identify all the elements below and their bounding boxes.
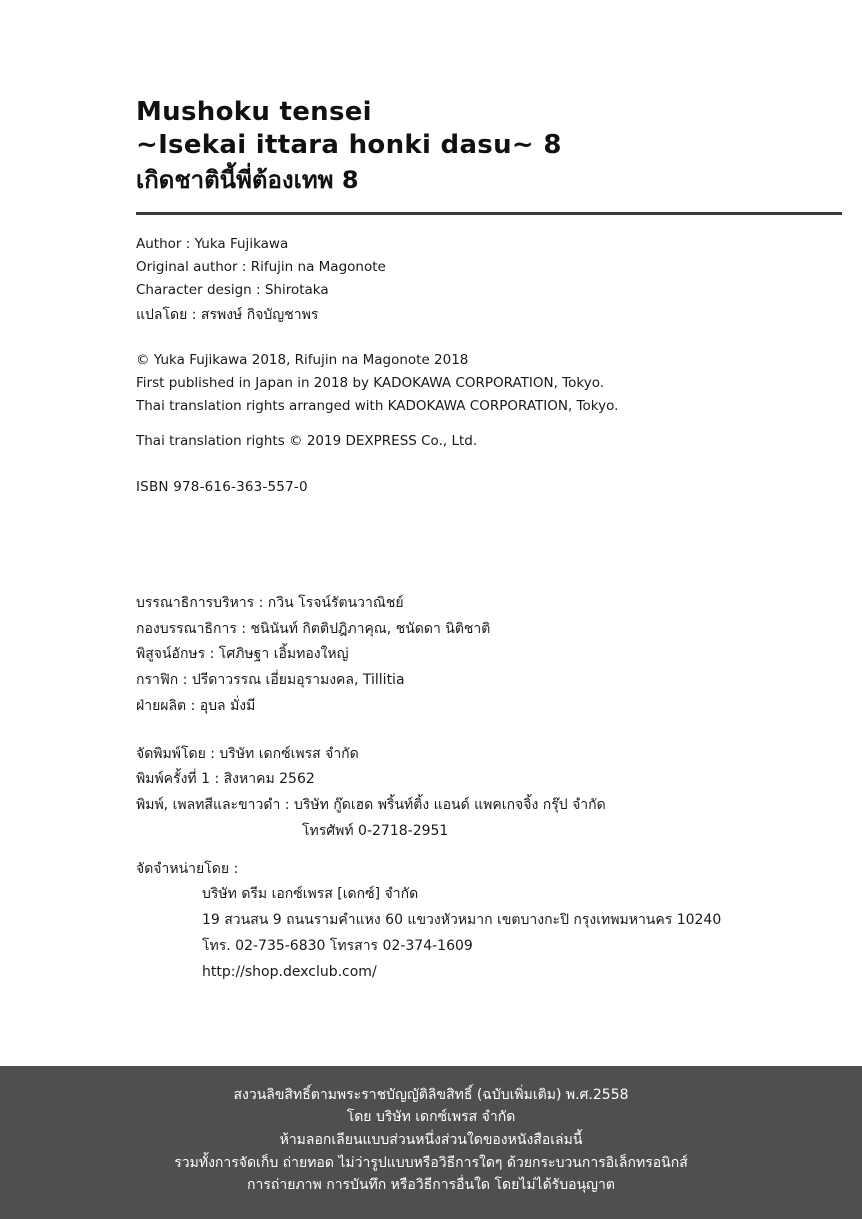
credits-block bbox=[136, 233, 736, 327]
footer-line-5: การถ่ายภาพ การบันทึก หรือวิธีการอื่นใด โดยไม่ได้รับอนุญาต bbox=[247, 1177, 615, 1194]
colophon-content bbox=[136, 96, 736, 985]
footer-line-1: สงวนลิขสิทธิ์ตามพระราชบัญญัติลิขสิทธิ์ (ฉบับเพิ่มเติม) พ.ศ.2558 bbox=[233, 1086, 629, 1103]
book-title-block bbox=[136, 96, 736, 196]
isbn-line: ISBN 978-616-363-557-0 bbox=[136, 478, 308, 495]
title-divider bbox=[136, 212, 842, 215]
spacer-before-staff bbox=[136, 499, 736, 561]
distribution-label: จัดจำหน่ายโดย : bbox=[136, 860, 239, 877]
copyright-line-1: © Yuka Fujikawa 2018, Rifujin na Magonote 2018 bbox=[136, 351, 469, 368]
copyright-block bbox=[136, 349, 736, 419]
copyright-footer bbox=[0, 1066, 862, 1219]
credit-character-design: Character design : Shirotaka bbox=[136, 282, 329, 299]
staff-editorial-team: กองบรรณาธิการ : ชนินันท์ กิตติปฎิภาคุณ, ชนัดดา นิติชาติ bbox=[136, 620, 491, 637]
staff-graphics: กราฟิก : ปรีดาวรรณ เอี่ยมอุรามงคล, Tillitia bbox=[136, 672, 405, 688]
edition-line: พิมพ์ครั้งที่ 1 : สิงหาคม 2562 bbox=[136, 771, 315, 788]
copyright-line-2: First published in Japan in 2018 by KADOKAWA CORPORATION, Tokyo. bbox=[136, 374, 605, 391]
distributor-website[interactable]: http://shop.dexclub.com/ bbox=[202, 963, 377, 980]
footer-line-2: โดย บริษัท เดกซ์เพรส จำกัด bbox=[346, 1109, 516, 1126]
distributor-company: บริษัท ดรีม เอกซ์เพรส [เดกซ์] จำกัด bbox=[202, 886, 419, 903]
credit-author: Author : Yuka Fujikawa bbox=[136, 235, 289, 252]
publisher-line: จัดพิมพ์โดย : บริษัท เดกซ์เพรส จำกัด bbox=[136, 745, 359, 762]
spacer-before-staff-2 bbox=[136, 561, 736, 591]
spacer-before-isbn bbox=[136, 454, 736, 476]
staff-proofreader: พิสูจน์อักษร : โศภิษฐา เอิ้มทองใหญ่ bbox=[136, 646, 349, 663]
thai-translation-rights: Thai translation rights © 2019 DEXPRESS Co., Ltd. bbox=[136, 433, 478, 450]
publishing-block bbox=[136, 742, 736, 845]
printer-phone-line: โทรศัพท์ 0-2718-2951 bbox=[302, 822, 449, 839]
spacer-before-publish bbox=[136, 720, 736, 742]
printer-line: พิมพ์, เพลทสีและขาวดำ : บริษัท กู๊ดเฮด พริ้นท์ติ้ง แอนด์ แพคเกจจิ้ง กรุ๊ป จำกัด bbox=[136, 797, 606, 813]
title-thai: เกิดชาตินี้พี่ต้องเทพ 8 bbox=[136, 165, 359, 194]
copyright-line-3: Thai translation rights arranged with KADOKAWA CORPORATION, Tokyo. bbox=[136, 398, 619, 415]
distributor-phone: โทร. 02-735-6830 โทรสาร 02-374-1609 bbox=[202, 937, 473, 954]
spacer-after-credits bbox=[136, 327, 736, 349]
staff-production: ฝ่ายผลิต : อุบล มั่งมี bbox=[136, 697, 256, 714]
credit-translator: แปลโดย : สรพงษ์ กิจบัญชาพร bbox=[136, 306, 319, 323]
title-romaji-line-2: ~Isekai ittara honki dasu~ 8 bbox=[136, 130, 562, 161]
footer-line-3: ห้ามลอกเลียนแบบส่วนหนึ่งส่วนใดของหนังสือเล่มนี้ bbox=[279, 1131, 583, 1148]
footer-line-4: รวมทั้งการจัดเก็บ ถ่ายทอด ไม่ว่ารูปแบบหรือวิธีการใดๆ ด้วยกระบวนการอิเล็กทรอนิกส์ bbox=[174, 1154, 688, 1171]
distribution-block bbox=[136, 882, 736, 985]
title-romaji-line-1: Mushoku tensei bbox=[136, 97, 372, 127]
spacer-before-distribution bbox=[136, 845, 736, 857]
credit-original-author: Original author : Rifujin na Magonote bbox=[136, 259, 386, 276]
staff-block bbox=[136, 591, 736, 720]
staff-editor-in-chief: บรรณาธิการบริหาร : กวิน โรจน์รัตนวาณิชย์ bbox=[136, 594, 404, 611]
distributor-address: 19 สวนสน 9 ถนนรามคำแหง 60 แขวงหัวหมาก เขตบางกะปิ กรุงเทพมหานคร 10240 bbox=[202, 912, 722, 928]
spacer-after-copyright bbox=[136, 418, 736, 430]
